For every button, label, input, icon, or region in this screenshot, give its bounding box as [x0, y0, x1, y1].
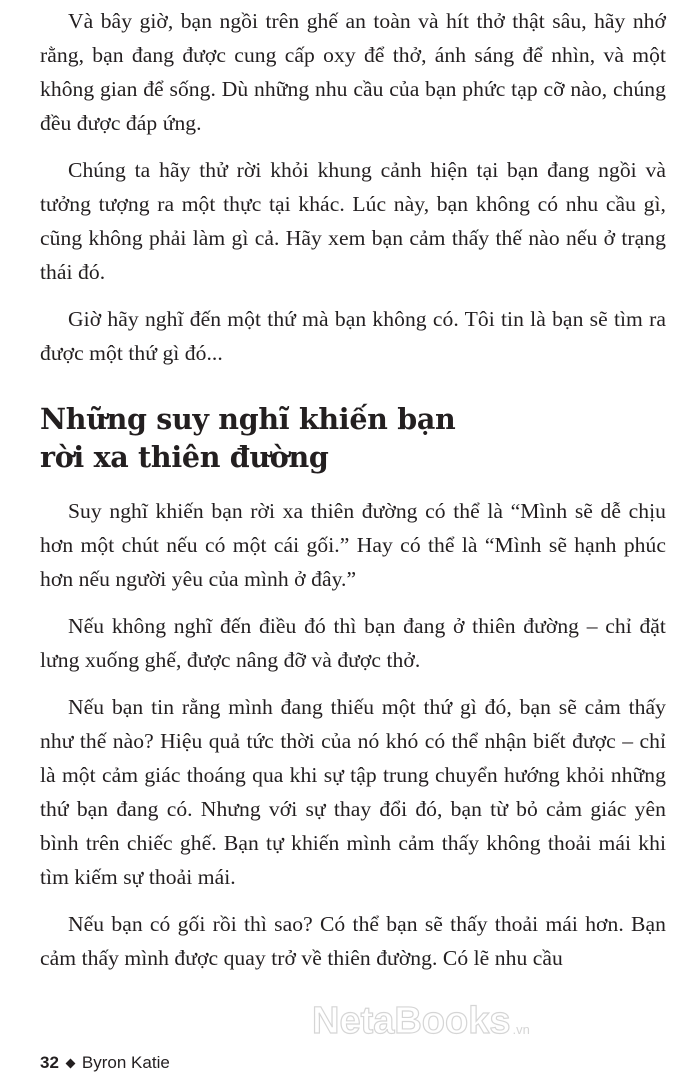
- watermark-suffix: .vn: [512, 1022, 530, 1037]
- paragraph: Nếu không nghĩ đến điều đó thì bạn đang ở thiên đường – chỉ đặt lưng xuống ghế, được nâng đỡ và được thở.: [40, 614, 666, 672]
- paragraph: Chúng ta hãy thử rời khỏi khung cảnh hiện tại bạn đang ngồi và tưởng tượng ra một thực tại khác. Lúc này, bạn không có nhu cầu gì, cũng không phải làm gì cả. Hãy xem bạn cảm thấy thế nào nếu ở trạng thái đó.: [40, 158, 666, 284]
- paragraph: Giờ hãy nghĩ đến một thứ mà bạn không có. Tôi tin là bạn sẽ tìm ra được một thứ gì đó...: [40, 307, 666, 365]
- author-name: Byron Katie: [81, 1053, 170, 1072]
- paragraph: Suy nghĩ khiến bạn rời xa thiên đường có thể là “Mình sẽ dễ chịu hơn một chút nếu có một cái gối.” Hay có thể là “Mình sẽ hạnh phúc hơn nếu người yêu của mình ở đây.”: [40, 499, 666, 591]
- section-heading-line-2: rời xa thiên đường: [40, 440, 329, 474]
- watermark-logo: NetaBooks: [312, 1000, 511, 1042]
- section-heading-line-1: Những suy nghĩ khiến bạn: [40, 402, 456, 436]
- page-footer: [40, 1052, 170, 1074]
- page-number: 32: [40, 1053, 59, 1072]
- diamond-icon: [65, 1058, 75, 1068]
- paragraph: Nếu bạn tin rằng mình đang thiếu một thứ gì đó, bạn sẽ cảm thấy như thế nào? Hiệu quả tức thời của nó khó có thể nhận biết được – chỉ là một cảm giác thoáng qua khi sự tập trung chuyển hướng khỏi những thứ bạn đang có. Nhưng với sự thay đổi đó, bạn từ bỏ cảm giác yên bình trên chiếc ghế. Bạn tự khiến mình cảm thấy không thoải mái khi tìm kiếm sự thoải mái.: [40, 695, 666, 889]
- section-heading: [40, 400, 666, 476]
- watermark: [312, 1000, 530, 1043]
- paragraph: Và bây giờ, bạn ngồi trên ghế an toàn và hít thở thật sâu, hãy nhớ rằng, bạn đang được cung cấp oxy để thở, ánh sáng để nhìn, và một không gian để sống. Dù những nhu cầu của bạn phức tạp cỡ nào, chúng đều được đáp ứng.: [40, 9, 666, 135]
- paragraph: Nếu bạn có gối rồi thì sao? Có thể bạn sẽ thấy thoải mái hơn. Bạn cảm thấy mình được quay trở về thiên đường. Có lẽ nhu cầu: [40, 912, 666, 970]
